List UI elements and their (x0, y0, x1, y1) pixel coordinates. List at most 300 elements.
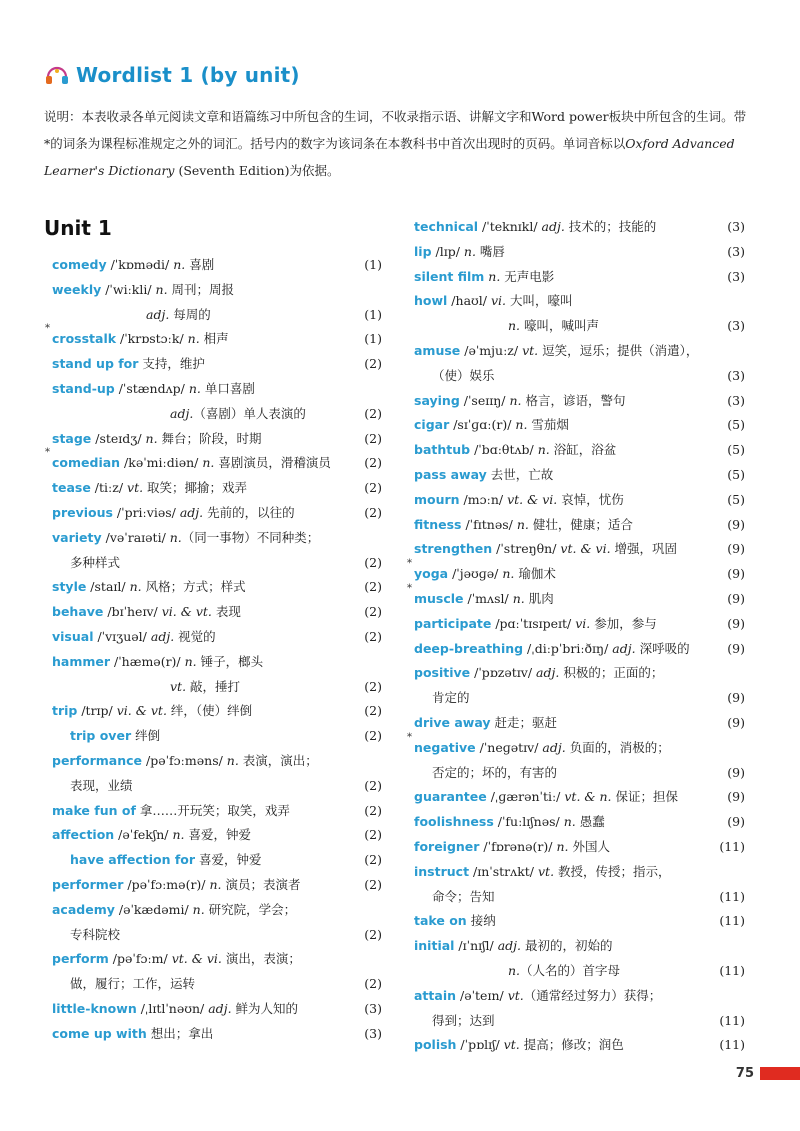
phonetic: /ˈpɒlɪʃ/ (456, 1037, 504, 1053)
page-ref: (11) (719, 1037, 745, 1053)
page-ref: (9) (727, 789, 745, 805)
headword: performer (52, 876, 124, 892)
entry-line (52, 476, 382, 501)
headword: strengthen (414, 541, 493, 557)
definition: 每周的 (169, 306, 211, 322)
definition: 视觉的 (174, 628, 216, 644)
phonetic: /pəˈfɔːm/ (108, 951, 172, 967)
entry-line (414, 240, 745, 265)
word-entry (52, 253, 382, 278)
definition: 愚蠢 (575, 814, 605, 830)
page-header (44, 62, 300, 88)
word-entry (414, 909, 745, 934)
page-ref: (3) (364, 1025, 382, 1041)
definition: 逗笑，逗乐；提供（消遣）， (538, 342, 699, 358)
word-entry (52, 476, 382, 501)
word-entry (414, 835, 745, 860)
definition: 拿……开玩笑；取笑，戏弄 (135, 802, 290, 818)
word-entry (414, 1033, 745, 1058)
definition: 外国人 (568, 838, 610, 854)
extra-vocab-star: * (45, 323, 50, 335)
word-entry (414, 488, 745, 513)
page-number-bar (760, 1067, 800, 1080)
definition: 接纳 (466, 913, 496, 929)
entry-line (414, 1009, 745, 1034)
part-of-speech: adj. (536, 665, 560, 681)
part-of-speech: adj. (542, 739, 566, 755)
part-of-speech: n. (129, 579, 142, 595)
page-ref: (5) (727, 466, 745, 482)
definition: （使）娱乐 (432, 367, 495, 383)
definition: 喜剧 (185, 257, 215, 272)
page-ref: (5) (727, 491, 745, 507)
phonetic: /mɔːn/ (459, 491, 508, 507)
part-of-speech: adj. (497, 938, 522, 954)
entry-line (52, 551, 382, 576)
phonetic: /pəˈfɔːməns/ (142, 752, 227, 768)
entry-line (52, 451, 382, 476)
phonetic: /ˈfuːlɪʃnəs/ (493, 814, 564, 830)
word-entry (45, 323, 382, 352)
definition: 浴缸，浴盆 (549, 442, 617, 458)
word-entry (414, 389, 745, 414)
headword: howl (414, 293, 448, 309)
word-entry (52, 947, 382, 997)
headword: style (52, 579, 87, 595)
entry-line (414, 984, 745, 1009)
part-of-speech: n. (463, 243, 476, 259)
definition: 喜爱，钟爱 (195, 852, 262, 868)
phonetic: /staɪl/ (86, 579, 130, 595)
phonetic: /ˈhæmə(r)/ (110, 653, 185, 669)
phonetic: /kəˈmiːdiən/ (120, 455, 203, 471)
page-ref: (11) (719, 838, 745, 854)
headword: variety (52, 529, 102, 545)
phonetic: /əˈteɪn/ (456, 987, 508, 1003)
headword: previous (52, 504, 113, 520)
part-of-speech: adj. (541, 219, 565, 234)
entry-line (414, 909, 745, 934)
entry-line (414, 637, 745, 662)
definition: 做，履行；工作，运转 (70, 976, 196, 992)
entry-line (52, 898, 382, 923)
part-of-speech: n. (512, 590, 525, 606)
part-of-speech: n. (556, 838, 569, 854)
entry-line (52, 799, 382, 824)
definition: 保证；担保 (611, 789, 679, 805)
entry-line (414, 587, 745, 612)
word-entry (414, 215, 745, 240)
definition: （通常经过努力）获得； (523, 987, 662, 1003)
headword: foreigner (414, 838, 480, 854)
phonetic: /ˈstændʌp/ (114, 380, 189, 396)
part-of-speech: n. (515, 417, 528, 433)
part-of-speech: adj. (179, 504, 204, 520)
entry-line (52, 352, 382, 377)
word-entry (52, 575, 382, 600)
page-ref: (1) (364, 331, 382, 347)
part-of-speech: vi. & vt. (161, 604, 212, 620)
page-ref: (2) (364, 876, 382, 892)
page-ref: (3) (727, 367, 745, 383)
word-entry (414, 860, 745, 910)
entry-line (52, 377, 382, 402)
page-ref: (11) (719, 888, 745, 904)
definition: 支持，维护 (138, 356, 205, 372)
definition: 绊倒 (131, 728, 161, 744)
unit-title: Unit 1 (44, 216, 112, 240)
entry-line (52, 327, 382, 352)
part-of-speech: vt. (503, 1037, 520, 1053)
part-of-speech: n. (145, 430, 158, 446)
definition: 喜剧演员，滑稽演员 (214, 455, 331, 471)
extra-vocab-star: * (407, 582, 412, 594)
page-ref: (3) (727, 318, 745, 334)
page-ref: (2) (364, 678, 382, 694)
definition: 健壮，健康；适合 (528, 516, 633, 532)
definition: 去世，亡故 (486, 466, 554, 482)
phonetic: /ˈpɒzətɪv/ (470, 665, 537, 681)
part-of-speech: vt. & n. (564, 789, 612, 805)
definition: 先前的，以往的 (203, 504, 295, 520)
headword: crosstalk (52, 331, 117, 347)
page-ref: (2) (364, 802, 382, 818)
page-ref: (9) (727, 690, 745, 706)
word-entry (52, 724, 382, 749)
definition: 相声 (199, 331, 229, 347)
headword: technical (414, 219, 479, 234)
headword: fitness (414, 516, 462, 532)
word-entry (52, 699, 382, 724)
definition: 否定的；坏的，有害的 (432, 764, 558, 780)
part-of-speech: adj. (150, 628, 175, 644)
definition: 教授，传授；指示， (554, 863, 671, 879)
part-of-speech: n. (173, 257, 186, 272)
wordlist-right-column (407, 215, 745, 1058)
entry-line (414, 661, 745, 686)
page-ref: (9) (727, 541, 745, 557)
headword: performance (52, 752, 143, 768)
headword: bathtub (414, 442, 471, 458)
extra-vocab-star: * (407, 558, 412, 570)
definition: 格言，谚语，警句 (521, 392, 626, 408)
definition: 舞台；阶段，时期 (157, 430, 262, 446)
intro-part1: 说明：本表收录各单元阅读文章和语篇练习中所包含的生词，不收录指示语、讲解文字和Word power板块中所包含的生词。带*的词条为课程标准规定之外的词汇。括号内的数字为该词条在本教科书中首次出现时的页码。单词音标以 (44, 109, 747, 151)
definition: 表现，业绩 (70, 777, 133, 793)
page-ref: (9) (727, 615, 745, 631)
part-of-speech: vi. (575, 615, 591, 631)
phonetic: /ɪˈnɪʃl/ (454, 938, 498, 954)
word-entry (407, 558, 745, 587)
definition: 演出，表演； (221, 951, 301, 967)
page-ref: (3) (727, 268, 745, 284)
definition: 命令；告知 (432, 888, 495, 904)
page-ref: (11) (719, 913, 745, 929)
page-ref: (9) (727, 814, 745, 830)
phonetic: /vəˈraɪəti/ (101, 529, 170, 545)
word-entry (414, 289, 745, 339)
definition: 敲，捶打 (186, 678, 241, 694)
part-of-speech: vt. & vi. (560, 541, 611, 557)
part-of-speech: n. (187, 331, 200, 347)
entry-line (52, 947, 382, 972)
definition: 鲜为人知的 (231, 1000, 299, 1016)
word-entry (414, 785, 745, 810)
page-ref: (2) (364, 579, 382, 595)
page-ref: (2) (364, 703, 382, 719)
page-ref: (5) (727, 442, 745, 458)
headword: weekly (52, 281, 102, 297)
page-ref: (9) (727, 640, 745, 656)
entry-line (52, 1022, 382, 1047)
headword: lip (414, 243, 432, 259)
word-entry (414, 438, 745, 463)
word-entry (52, 799, 382, 824)
word-entry (414, 339, 745, 389)
entry-line (52, 873, 382, 898)
phonetic: /trɪp/ (77, 703, 117, 719)
entry-line (414, 562, 745, 587)
part-of-speech: n. (209, 876, 222, 892)
headword: little-known (52, 1000, 137, 1016)
entry-line (52, 923, 382, 948)
word-entry (52, 427, 382, 452)
part-of-speech: adj. (170, 405, 194, 421)
phonetic: /tiːz/ (90, 480, 128, 496)
word-entry (407, 731, 745, 786)
word-entry (414, 537, 745, 562)
word-entry (414, 240, 745, 265)
phonetic: /ˈstreŋθn/ (492, 541, 561, 557)
part-of-speech: n. (192, 901, 205, 917)
definition: （同一事物）不同种类； (181, 529, 320, 545)
page-ref: (2) (364, 628, 382, 644)
part-of-speech: n. (509, 392, 522, 408)
headword: muscle (414, 590, 464, 606)
headword: polish (414, 1037, 457, 1053)
entry-line (414, 934, 745, 959)
page-ref: (2) (364, 356, 382, 372)
entry-line (414, 835, 745, 860)
definition: 提高；修改；润色 (519, 1037, 624, 1053)
page-ref: (2) (364, 504, 382, 520)
entry-line (414, 736, 745, 761)
headword: visual (52, 628, 94, 644)
headword: have affection for (70, 852, 196, 868)
page-ref: (1) (364, 257, 382, 272)
word-entry (414, 513, 745, 538)
headword: deep-breathing (414, 640, 524, 656)
page-ref: (3) (727, 219, 745, 234)
word-entry (52, 352, 382, 377)
entry-line (52, 675, 382, 700)
entry-line (414, 711, 745, 736)
part-of-speech: vi. (490, 293, 506, 309)
definition: 多种样式 (70, 554, 121, 570)
page-ref: (9) (727, 590, 745, 606)
entry-line (414, 389, 745, 414)
entry-line (414, 860, 745, 885)
headword: comedian (52, 455, 121, 471)
word-entry (414, 265, 745, 290)
entry-line (52, 575, 382, 600)
part-of-speech: n. (188, 380, 201, 396)
word-entry (52, 873, 382, 898)
part-of-speech: adj. (146, 306, 170, 322)
part-of-speech: n. (516, 516, 529, 532)
definition: 嘴唇 (475, 243, 505, 259)
phonetic: /ˌɡærənˈtiː/ (486, 789, 565, 805)
word-entry (52, 278, 382, 328)
headword: pass away (414, 466, 487, 482)
definition: 增强，巩固 (610, 541, 678, 557)
definition: 瑜伽术 (514, 566, 556, 582)
entry-line (52, 774, 382, 799)
headword: take on (414, 913, 467, 929)
headword: stand up for (52, 356, 139, 372)
headword: come up with (52, 1025, 147, 1041)
entry-line (414, 686, 745, 711)
entry-line (414, 785, 745, 810)
definition: 最初的，初始的 (521, 938, 613, 954)
word-entry (52, 898, 382, 948)
word-entry (52, 749, 382, 799)
part-of-speech: vi. & vt. (116, 703, 167, 719)
page-ref: (2) (364, 777, 382, 793)
part-of-speech: n. (226, 752, 239, 768)
entry-line (414, 413, 745, 438)
entry-line (414, 885, 745, 910)
entry-line (414, 364, 745, 389)
entry-line (52, 600, 382, 625)
page-ref: (2) (364, 852, 382, 868)
definition: 绊，（使）绊倒 (166, 703, 253, 719)
phonetic: /pɑːˈtɪsɪpeɪt/ (491, 615, 576, 631)
headword: make fun of (52, 802, 136, 818)
definition: 单口喜剧 (200, 380, 255, 396)
word-entry (52, 377, 382, 427)
entry-line (414, 537, 745, 562)
word-entry (45, 447, 382, 476)
definition: 研究院，学会； (204, 901, 297, 917)
headword: academy (52, 901, 115, 917)
headword: amuse (414, 342, 461, 358)
headword: participate (414, 615, 492, 631)
entry-line (52, 724, 382, 749)
headword: tease (52, 480, 91, 496)
definition: 取笑；揶揄；戏弄 (143, 480, 248, 496)
part-of-speech: vt. & vi. (507, 491, 558, 507)
phonetic: /ɪnˈstrʌkt/ (469, 863, 538, 879)
word-entry (52, 526, 382, 576)
headword: affection (52, 827, 115, 843)
part-of-speech: n. (508, 318, 521, 334)
definition: 表现 (211, 604, 241, 620)
phonetic: /pəˈfɔːmə(r)/ (123, 876, 210, 892)
definition: 得到；达到 (432, 1012, 495, 1028)
definition: 深呼吸的 (635, 640, 690, 656)
phonetic: /ˌdiːpˈbriːðɪŋ/ (523, 640, 613, 656)
definition: 赶走；驱赶 (490, 714, 558, 730)
page-ref: (11) (719, 1012, 745, 1028)
word-entry (414, 711, 745, 736)
headword: stage (52, 430, 92, 446)
headword: cigar (414, 417, 450, 433)
entry-line (414, 215, 745, 240)
phonetic: /bɪˈheɪv/ (103, 604, 162, 620)
wordlist-left-column (45, 253, 382, 1047)
definition: （喜剧）单人表演的 (193, 405, 306, 421)
headword: positive (414, 665, 471, 681)
entry-line (52, 427, 382, 452)
page-ref: (5) (727, 417, 745, 433)
page-ref: (9) (727, 516, 745, 532)
headword: perform (52, 951, 109, 967)
entry-line (414, 513, 745, 538)
page-ref: (3) (727, 243, 745, 259)
phonetic: /ˈneɡətɪv/ (475, 739, 543, 755)
page-ref: (2) (364, 455, 382, 471)
word-entry (414, 463, 745, 488)
word-entry (414, 637, 745, 662)
phonetic: /ˈpriːviəs/ (112, 504, 180, 520)
phonetic: /ˈteknɪkl/ (478, 219, 542, 234)
phonetic: /ˈfɪtnəs/ (461, 516, 517, 532)
part-of-speech: adj. (612, 640, 636, 656)
page-ref: (9) (727, 714, 745, 730)
page-ref: (11) (719, 962, 745, 978)
intro-dictionary: Oxford Advanced Learner's Dictionary (44, 136, 735, 178)
word-entry (52, 650, 382, 700)
entry-line (52, 253, 382, 278)
definition: 肌肉 (524, 590, 554, 606)
entry-line (52, 402, 382, 427)
headword: trip over (70, 728, 132, 744)
entry-line (414, 314, 745, 339)
headphones-icon (44, 62, 70, 88)
part-of-speech: vt. (522, 342, 539, 358)
entry-line (52, 303, 382, 328)
word-entry (52, 1022, 382, 1047)
extra-vocab-star: * (45, 447, 50, 459)
intro-note (44, 103, 748, 184)
word-entry (52, 501, 382, 526)
page-ref: (1) (364, 306, 382, 322)
definition: 积极的；正面的； (559, 665, 664, 681)
part-of-speech: n. (502, 566, 515, 582)
phonetic: /əˈkædəmi/ (114, 901, 193, 917)
headword: mourn (414, 491, 460, 507)
phonetic: /ˈwiːkli/ (101, 281, 156, 297)
headword: hammer (52, 653, 111, 669)
entry-line (52, 699, 382, 724)
page-title: Wordlist 1 (by unit) (76, 63, 300, 87)
headword: stand-up (52, 380, 115, 396)
part-of-speech: vt. & vi. (171, 951, 222, 967)
part-of-speech: n. (184, 653, 197, 669)
intro-part2: (Seventh Edition)为依据。 (174, 163, 340, 178)
entry-line (52, 625, 382, 650)
phonetic: /lɪp/ (431, 243, 464, 259)
phonetic: /ˈfɒrənə(r)/ (479, 838, 557, 854)
headword: behave (52, 604, 104, 620)
phonetic: /əˈmjuːz/ (460, 342, 523, 358)
word-entry (52, 823, 382, 848)
headword: silent film (414, 268, 485, 284)
phonetic: /ˌlɪtlˈnəʊn/ (136, 1000, 209, 1016)
entry-line (414, 339, 745, 364)
page-footer (736, 1066, 800, 1081)
